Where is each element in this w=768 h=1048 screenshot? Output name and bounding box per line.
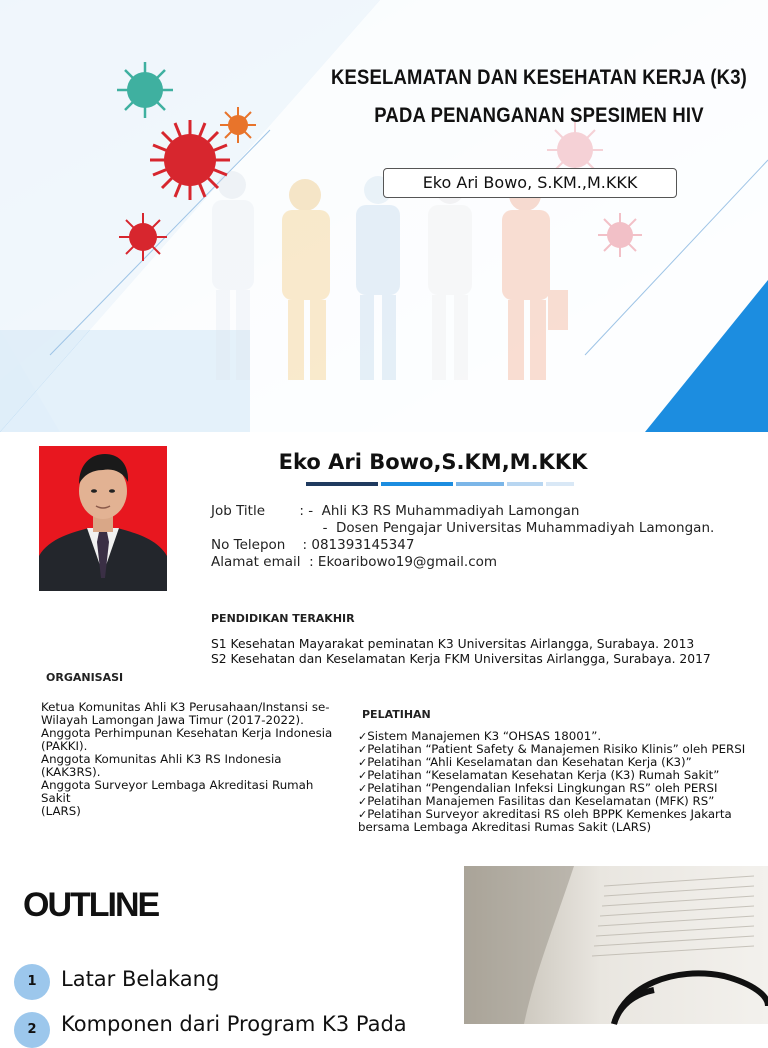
job-title-line-2: - Dosen Pengajar Universitas Muhammadiyah Lamongan. xyxy=(211,520,715,536)
training-item: ✓Pelatihan “Ahli Keselamatan dan Kesehatan Kerja (K3)” xyxy=(358,755,692,769)
organization-line: Anggota Perhimpunan Kesehatan Kerja Indonesia xyxy=(41,726,333,740)
profile-photo xyxy=(39,446,167,591)
cover-author-box: Eko Ari Bowo, S.KM.,M.KKK xyxy=(383,168,677,198)
training-item: ✓Pelatihan “Keselamatan Kesehatan Kerja (K3) Rumah Sakit” xyxy=(358,768,720,782)
organization-list xyxy=(41,701,341,818)
email-line: Alamat email : Ekoaribowo19@gmail.com xyxy=(211,554,498,570)
education-item-s1: S1 Kesehatan Mayarakat peminatan K3 Universitas Airlangga, Surabaya. 2013 xyxy=(211,637,695,651)
virus-icon-red-small xyxy=(119,213,167,261)
training-item: ✓Pelatihan “Patient Safety & Manajemen Risiko Klinis” oleh PERSI xyxy=(358,742,746,756)
organization-line: Anggota Komunitas Ahli K3 RS Indonesia (KAK3RS). xyxy=(41,752,282,779)
outline-slide xyxy=(0,866,768,1037)
training-item-tail: bersama Lembaga Akreditasi Rumas Sakit (LARS) xyxy=(358,820,652,834)
education-item-s2: S2 Kesehatan dan Keselamatan Kerja FKM Universitas Airlangga, Surabaya. 2017 xyxy=(211,652,711,666)
cover-title-line-1: KESELAMATAN DAN KESEHATAN KERJA (K3) xyxy=(331,66,747,89)
cover-slide xyxy=(0,0,768,432)
outline-item-latar-belakang: Latar Belakang xyxy=(61,967,220,991)
job-title-line-1: Job Title : - Ahli K3 RS Muhammadiyah Lamongan xyxy=(211,503,580,519)
virus-icon-teal xyxy=(117,62,173,118)
profile-slide xyxy=(0,432,768,866)
virus-icon-red-large xyxy=(150,120,230,200)
training-item: ✓Pelatihan “Pengendalian Infeksi Lingkungan RS” oleh PERSI xyxy=(358,781,718,795)
training-item: ✓Pelatihan Manajemen Fasilitas dan Keselamatan (MFK) RS” xyxy=(358,794,715,808)
check-icon: ✓ xyxy=(358,795,368,808)
outline-title: OUTLINE xyxy=(23,886,159,924)
outline-item-komponen: Komponen dari Program K3 Pada xyxy=(61,1012,407,1036)
organization-line: (LARS) xyxy=(41,804,81,818)
cover-background xyxy=(0,0,768,432)
phone-line: No Telepon : 081393145347 xyxy=(211,537,415,553)
name-underline-bar xyxy=(306,482,577,486)
training-item: ✓Pelatihan Surveyor akreditasi RS oleh BPPK Kemenkes Jakarta xyxy=(358,807,732,821)
check-icon: ✓ xyxy=(358,730,368,743)
check-icon: ✓ xyxy=(358,782,368,795)
training-item: ✓Sistem Manajemen K3 “OHSAS 18001”. xyxy=(358,729,602,743)
training-heading: PELATIHAN xyxy=(362,708,431,721)
outline-number-badge: 2 xyxy=(14,1012,50,1048)
check-icon: ✓ xyxy=(358,756,368,769)
virus-icon-orange xyxy=(220,107,256,143)
organization-line: Anggota Surveyor Lembaga Akreditasi Rumah Sakit xyxy=(41,778,314,805)
outline-number-badge: 1 xyxy=(14,964,50,1000)
organization-line: Ketua Komunitas Ahli K3 Perusahaan/Instansi se- xyxy=(41,700,330,714)
check-icon: ✓ xyxy=(358,808,368,821)
profile-name: Eko Ari Bowo,S.KM,M.KKK xyxy=(278,450,588,474)
check-icon: ✓ xyxy=(358,743,368,756)
organization-line: Wilayah Lamongan Jawa Timur (2017-2022). xyxy=(41,713,304,727)
organization-heading: ORGANISASI xyxy=(46,671,124,684)
cover-title-line-2: PADA PENANGANAN SPESIMEN HIV xyxy=(374,104,704,127)
virus-icon-faint-red xyxy=(598,213,642,257)
organization-line: (PAKKI). xyxy=(41,739,88,753)
education-heading: PENDIDIKAN TERAKHIR xyxy=(211,612,355,625)
education-list xyxy=(211,637,711,667)
book-glasses-photo xyxy=(464,866,768,1024)
check-icon: ✓ xyxy=(358,769,368,782)
training-list xyxy=(358,730,758,834)
